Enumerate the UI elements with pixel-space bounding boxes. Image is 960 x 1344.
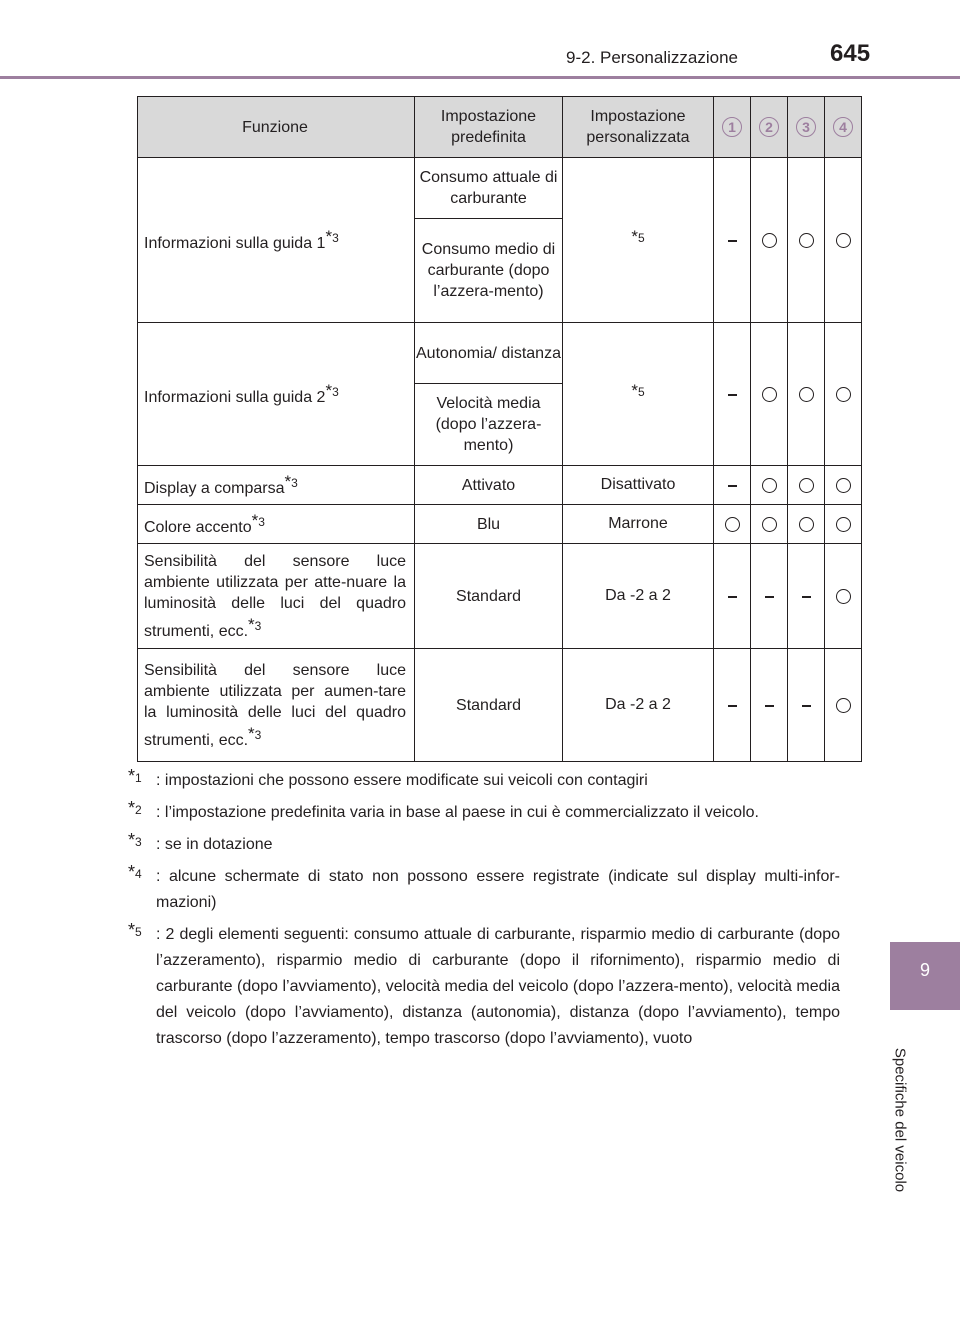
settings-table — [137, 96, 862, 762]
row1-function: Informazioni sulla guida 1$^{*3}$ — [138, 158, 415, 323]
circle-icon — [762, 233, 777, 248]
row1-custom: *5 — [563, 158, 714, 323]
mode-2-icon: 2 — [759, 117, 779, 137]
row3-mode-2 — [751, 466, 788, 505]
row3-mode-1 — [714, 466, 751, 505]
mode-1-icon: 1 — [722, 117, 742, 137]
dash-icon — [728, 485, 737, 487]
circle-icon — [762, 517, 777, 532]
row5-default: Standard — [415, 544, 563, 649]
row6-default: Standard — [415, 649, 563, 762]
row2-mode-4 — [825, 323, 862, 466]
circle-icon — [836, 387, 851, 402]
mode-3-icon: 3 — [796, 117, 816, 137]
mode-4-icon: 4 — [833, 117, 853, 137]
dash-icon — [728, 240, 737, 242]
row2-default-2: Velocità media (dopo l’azzera-mento) — [415, 384, 563, 466]
circle-icon — [836, 478, 851, 493]
footnotes — [128, 768, 840, 1058]
row6-custom: Da -2 a 2 — [563, 649, 714, 762]
footnote-2: *2 : l’impostazione predefinita varia in base al paese in cui è commercializzato il veicolo. — [128, 798, 759, 821]
header-predefinita: Impostazione predefinita — [415, 97, 563, 158]
row3-mode-4 — [825, 466, 862, 505]
dash-icon — [802, 705, 811, 707]
row1-default-2: Consumo medio di carburante (dopo l’azzera-mento) — [415, 219, 563, 323]
header-mode-3 — [788, 97, 825, 158]
row5-mode-1 — [714, 544, 751, 649]
circle-icon — [799, 478, 814, 493]
header-mode-2 — [751, 97, 788, 158]
row6-mode-1 — [714, 649, 751, 762]
table-header-row — [138, 97, 862, 158]
table-row — [138, 649, 862, 762]
header-rule — [0, 76, 960, 79]
section-title: 9-2. Personalizzazione — [566, 48, 738, 67]
row1-mode-2 — [751, 158, 788, 323]
dash-icon — [765, 705, 774, 707]
row6-mode-3 — [788, 649, 825, 762]
header-mode-4 — [825, 97, 862, 158]
row2-function: Informazioni sulla guida 2$^{*3}$ — [138, 323, 415, 466]
table-row — [138, 544, 862, 649]
row4-custom: Marrone — [563, 505, 714, 544]
table-row — [138, 323, 862, 384]
circle-icon — [836, 698, 851, 713]
row4-mode-2 — [751, 505, 788, 544]
header-personalizzata: Impostazione personalizzata — [563, 97, 714, 158]
circle-icon — [836, 233, 851, 248]
row5-mode-4 — [825, 544, 862, 649]
row2-custom: *5 — [563, 323, 714, 466]
dash-icon — [802, 596, 811, 598]
row3-mode-3 — [788, 466, 825, 505]
row3-custom: Disattivato — [563, 466, 714, 505]
table-row — [138, 158, 862, 219]
row5-mode-3 — [788, 544, 825, 649]
footnote-5: *5 : 2 degli elementi seguenti: consumo attuale di carburante, risparmio medio di carburante (dopo l’azzeramento), risparmio medio di carburante (dopo il rifornimento), risparmio medio di carburante (dopo l’avviamento), velocità media del veicolo (dopo l’azzera-mento), velocità media del veicolo (dopo l’avviamento), distanza (autonomia), distanza (dopo l’avviamento), tempo trascorso (dopo l’azzeramento), tempo trascorso (dopo l’avviamento), vuoto — [128, 920, 840, 1047]
row2-mode-1 — [714, 323, 751, 466]
dash-icon — [765, 596, 774, 598]
circle-icon — [725, 517, 740, 532]
row1-mode-3 — [788, 158, 825, 323]
chapter-label: Specifiche del veicolo — [891, 1047, 909, 1193]
dash-icon — [728, 596, 737, 598]
row1-mode-4 — [825, 158, 862, 323]
table-row — [138, 505, 862, 544]
chapter-tab: 9 — [890, 942, 960, 1010]
row5-custom: Da -2 a 2 — [563, 544, 714, 649]
row6-mode-2 — [751, 649, 788, 762]
page-number: 645 — [830, 40, 871, 67]
row4-mode-4 — [825, 505, 862, 544]
dash-icon — [728, 394, 737, 396]
footnote-1: *1 : impostazioni che possono essere modificate sui veicoli con contagiri — [128, 766, 648, 789]
footnote-4: *4 : alcune schermate di stato non possono essere registrate (indicate sul display multi-infor-mazioni) — [128, 862, 840, 911]
row4-mode-3 — [788, 505, 825, 544]
row3-function: Display a comparsa$^{*3}$ — [138, 466, 415, 505]
header-funzione: Funzione — [138, 97, 415, 158]
row2-default-1: Autonomia/ distanza — [415, 323, 563, 384]
dash-icon — [728, 705, 737, 707]
circle-icon — [799, 387, 814, 402]
row3-default: Attivato — [415, 466, 563, 505]
row6-mode-4 — [825, 649, 862, 762]
circle-icon — [799, 233, 814, 248]
circle-icon — [762, 478, 777, 493]
circle-icon — [799, 517, 814, 532]
circle-icon — [836, 517, 851, 532]
row6-function: Sensibilità del sensore luce ambiente utilizzata per aumen-tare la luminosità delle luci del quadro strumenti, ecc.$^{*3}$ — [138, 649, 415, 762]
row1-default-1: Consumo attuale di carburante — [415, 158, 563, 219]
row4-default: Blu — [415, 505, 563, 544]
row4-function: Colore accento$^{*3}$ — [138, 505, 415, 544]
row2-mode-2 — [751, 323, 788, 466]
circle-icon — [762, 387, 777, 402]
row5-function: Sensibilità del sensore luce ambiente utilizzata per atte-nuare la luminosità delle luci del quadro strumenti, ecc.$^{*3}$ — [138, 544, 415, 649]
row5-mode-2 — [751, 544, 788, 649]
row4-mode-1 — [714, 505, 751, 544]
circle-icon — [836, 589, 851, 604]
table-row — [138, 466, 862, 505]
row1-mode-1 — [714, 158, 751, 323]
header-mode-1 — [714, 97, 751, 158]
footnote-3: *3 : se in dotazione — [128, 830, 273, 853]
row2-mode-3 — [788, 323, 825, 466]
